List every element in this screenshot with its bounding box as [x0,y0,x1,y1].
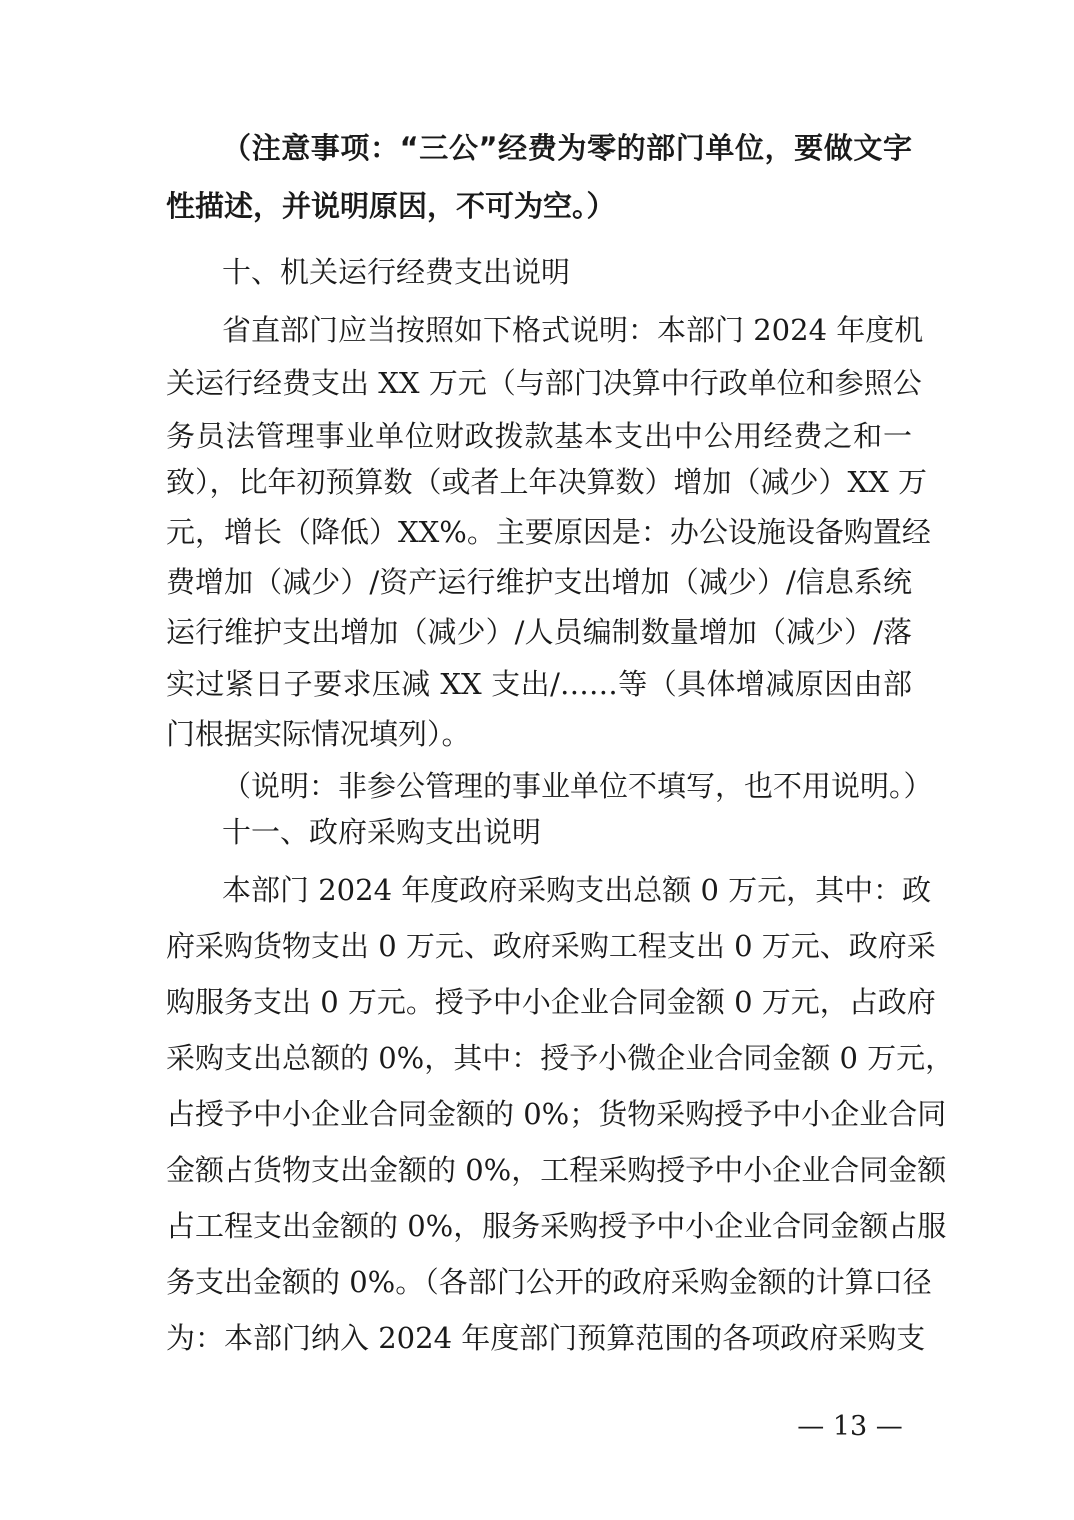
section-11-line-9: 为：本部门纳入 2024 年度部门预算范围的各项政府采购支 [166,1321,926,1355]
section-11-line-3: 购服务支出 0 万元。授予中小企业合同金额 0 万元，占政府 [166,985,936,1019]
section-10-line-9: 门根据实际情况填列）。 [166,717,471,751]
section-11-line-8: 务支出金额的 0%。（各部门公开的政府采购金额的计算口径 [166,1265,932,1299]
notice-line-1: （注意事项：“三公”经费为零的部门单位，要做文字 [222,131,912,165]
section-10-line-2: 关运行经费支出 XX 万元（与部门决算中行政单位和参照公 [166,366,922,400]
section-10-line-3: 务员法管理事业单位财政拨款基本支出中公用经费之和一 [166,419,912,453]
section-10-line-8: 实过紧日子要求压减 XX 支出/……等（具体增减原因由部 [166,667,912,701]
section-10-line-5: 元，增长（降低）XX%。主要原因是：办公设施设备购置经 [166,515,931,549]
section-11-line-6: 金额占货物支出金额的 0%，工程采购授予中小企业合同金额 [166,1153,947,1187]
section-10-line-4: 致），比年初预算数（或者上年决算数）增加（减少）XX 万 [166,465,928,499]
section-10-line-7: 运行维护支出增加（减少）/人员编制数量增加（减少）/落 [166,615,912,649]
page-number: — 13 — [797,1411,903,1442]
section-11-line-5: 占授予中小企业合同金额的 0%；货物采购授予中小企业合同 [166,1097,947,1131]
section-11-heading: 十一、政府采购支出说明 [222,815,542,849]
section-10-heading: 十、机关运行经费支出说明 [222,255,571,289]
section-11-line-4: 采购支出总额的 0%，其中：授予小微企业合同金额 0 万元， [166,1041,955,1075]
section-10-note: （说明：非参公管理的事业单位不填写，也不用说明。） [222,769,933,803]
section-10-line-1: 省直部门应当按照如下格式说明：本部门 2024 年度机 [222,313,924,347]
notice-line-2: 性描述，并说明原因，不可为空。） [166,189,616,223]
section-11-line-7: 占工程支出金额的 0%，服务采购授予中小企业合同金额占服 [166,1209,947,1243]
section-10-line-6: 费增加（减少）/资产运行维护支出增加（减少）/信息系统 [166,565,912,599]
section-11-line-1: 本部门 2024 年度政府采购支出总额 0 万元，其中：政 [222,873,932,907]
section-11-line-2: 府采购货物支出 0 万元、政府采购工程支出 0 万元、政府采 [166,929,936,963]
